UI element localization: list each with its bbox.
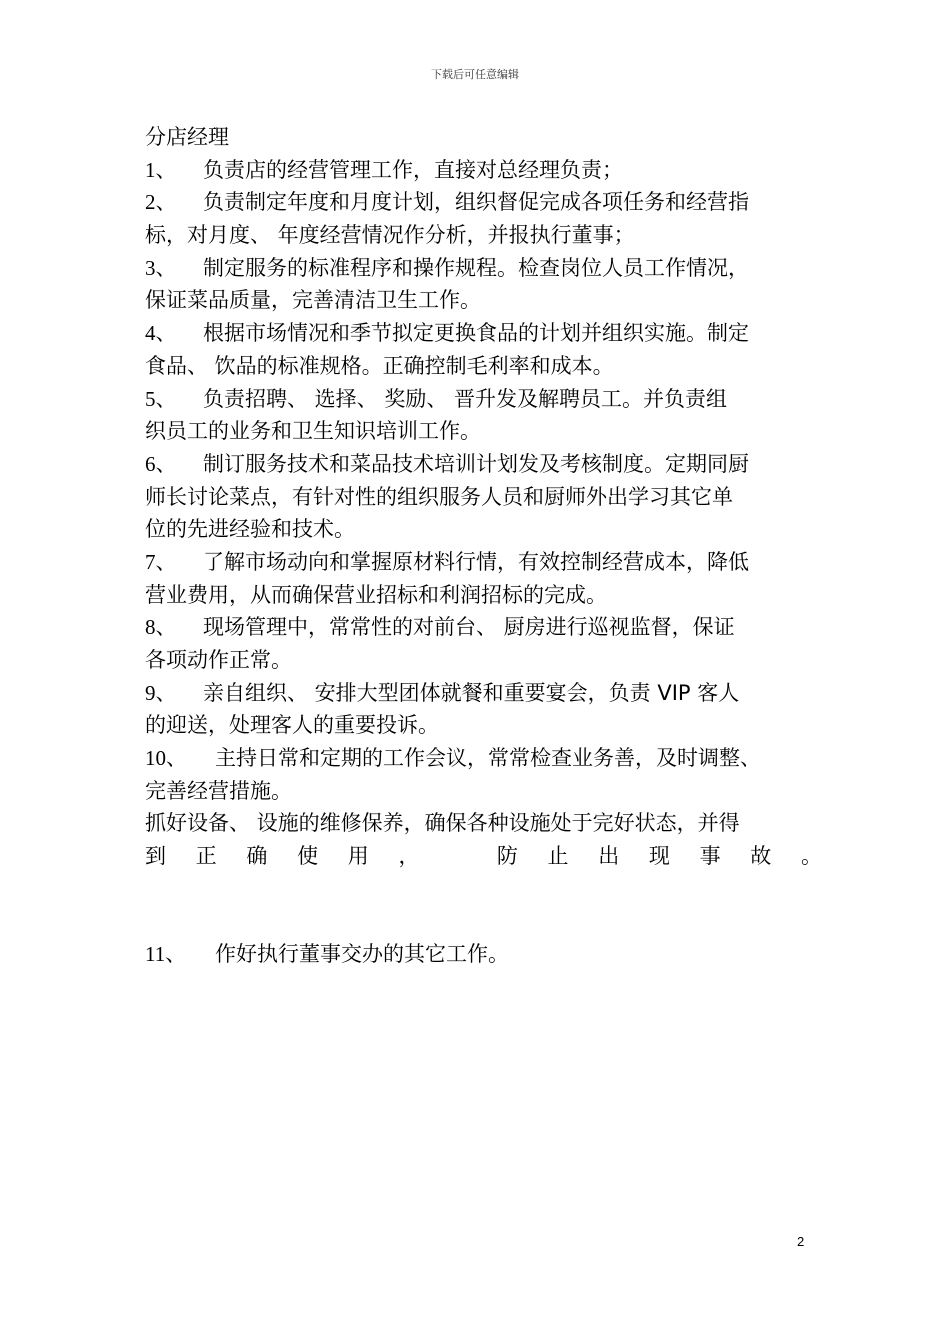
justified-char: ，: [398, 844, 420, 869]
justified-char: 使: [297, 844, 319, 869]
item-number: 11、: [145, 941, 187, 966]
justified-char: 防: [496, 844, 518, 869]
item-text: 负责招聘、 选择、 奖励、 晋升发及解聘员工。并负责组: [203, 386, 728, 411]
item-text-continued: 保证菜品质量，完善清洁卫生工作。: [145, 288, 481, 313]
document-title: 分店经理: [145, 125, 229, 149]
item-text: 亲自组织、 安排大型团体就餐和重要宴会，负责 VIP 客人: [203, 680, 740, 705]
justified-char: 现: [648, 844, 670, 869]
list-item: [145, 677, 825, 710]
item-number: 9、: [145, 680, 177, 705]
document-body: [145, 121, 825, 971]
list-item: [145, 154, 825, 187]
item-text-continued: 位的先进经验和技术。: [145, 517, 355, 542]
list-item: [145, 546, 825, 579]
justified-char: 。: [800, 844, 822, 869]
item-number: 10、: [145, 746, 187, 771]
item-text-continued: 营业费用，从而确保营业招标和利润招标的完成。: [145, 582, 607, 607]
justified-char: 确: [246, 844, 268, 869]
list-item: [145, 383, 825, 416]
justified-char: 到: [145, 844, 166, 869]
item-text: 负责制定年度和月度计划，组织督促完成各项任务和经营指: [203, 190, 749, 215]
list-item: [145, 317, 825, 350]
item-number: 4、: [145, 321, 177, 346]
item-number: 6、: [145, 451, 177, 476]
list-item: [145, 938, 825, 971]
item-text: 根据市场情况和季节拟定更换食品的计划并组织实施。制定: [203, 321, 749, 346]
item-number: 8、: [145, 615, 177, 640]
item-text: 现场管理中，常常性的对前台、 厨房进行巡视监督，保证: [203, 615, 735, 640]
list-item: [145, 186, 825, 219]
item-text-continued: 标，对月度、 年度经营情况作分析，并报执行董事；: [145, 223, 635, 248]
justified-char: 止: [547, 844, 569, 869]
justified-line: [145, 840, 822, 873]
item-number: 3、: [145, 255, 177, 280]
justified-char: 出: [598, 844, 620, 869]
item-text-continued: 的迎送，处理客人的重要投诉。: [145, 713, 439, 738]
justified-char: 用: [347, 844, 369, 869]
item-text-continued: 各项动作正常。: [145, 648, 292, 672]
item-text-continued: 师长讨论菜点，有针对性的组织服务人员和厨师外出学习其它单: [145, 484, 733, 509]
item-text: 制定服务的标准程序和操作规程。检查岗位人员工作情况，: [203, 255, 749, 280]
item-text: 制订服务技术和菜品技术培训计划发及考核制度。定期同厨: [203, 451, 749, 476]
item-text: 作好执行董事交办的其它工作。: [215, 941, 509, 966]
extra-line: 抓好设备、 设施的维修保养，确保各种设施处于完好状态，并得: [145, 811, 740, 836]
justified-spacer: [449, 840, 467, 873]
page-number: 2: [797, 1234, 805, 1249]
item-text: 了解市场动向和掌握原材料行情，有效控制经营成本，降低: [203, 549, 749, 574]
item-text-continued: 食品、 饮品的标准规格。正确控制毛利率和成本。: [145, 353, 614, 378]
justified-char: 正: [195, 844, 217, 869]
justified-char: 事: [699, 844, 721, 869]
spacer: [145, 873, 825, 938]
justified-char: 故: [750, 844, 772, 869]
item-text: 主持日常和定期的工作会议，常常检查业务善，及时调整、: [215, 746, 761, 771]
list-item: [145, 742, 825, 775]
item-number: 2、: [145, 190, 177, 215]
page-header-note: 下载后可任意编辑: [431, 68, 519, 81]
item-number: 5、: [145, 386, 177, 411]
list-item: [145, 611, 825, 644]
item-text-continued: 完善经营措施。: [145, 778, 292, 803]
item-text: 负责店的经营管理工作，直接对总经理负责；: [203, 157, 623, 182]
item-text-continued: 织员工的业务和卫生知识培训工作。: [145, 419, 481, 444]
item-number: 1、: [145, 157, 177, 182]
item-number: 7、: [145, 549, 177, 574]
list-item: [145, 252, 825, 285]
list-item: [145, 448, 825, 481]
